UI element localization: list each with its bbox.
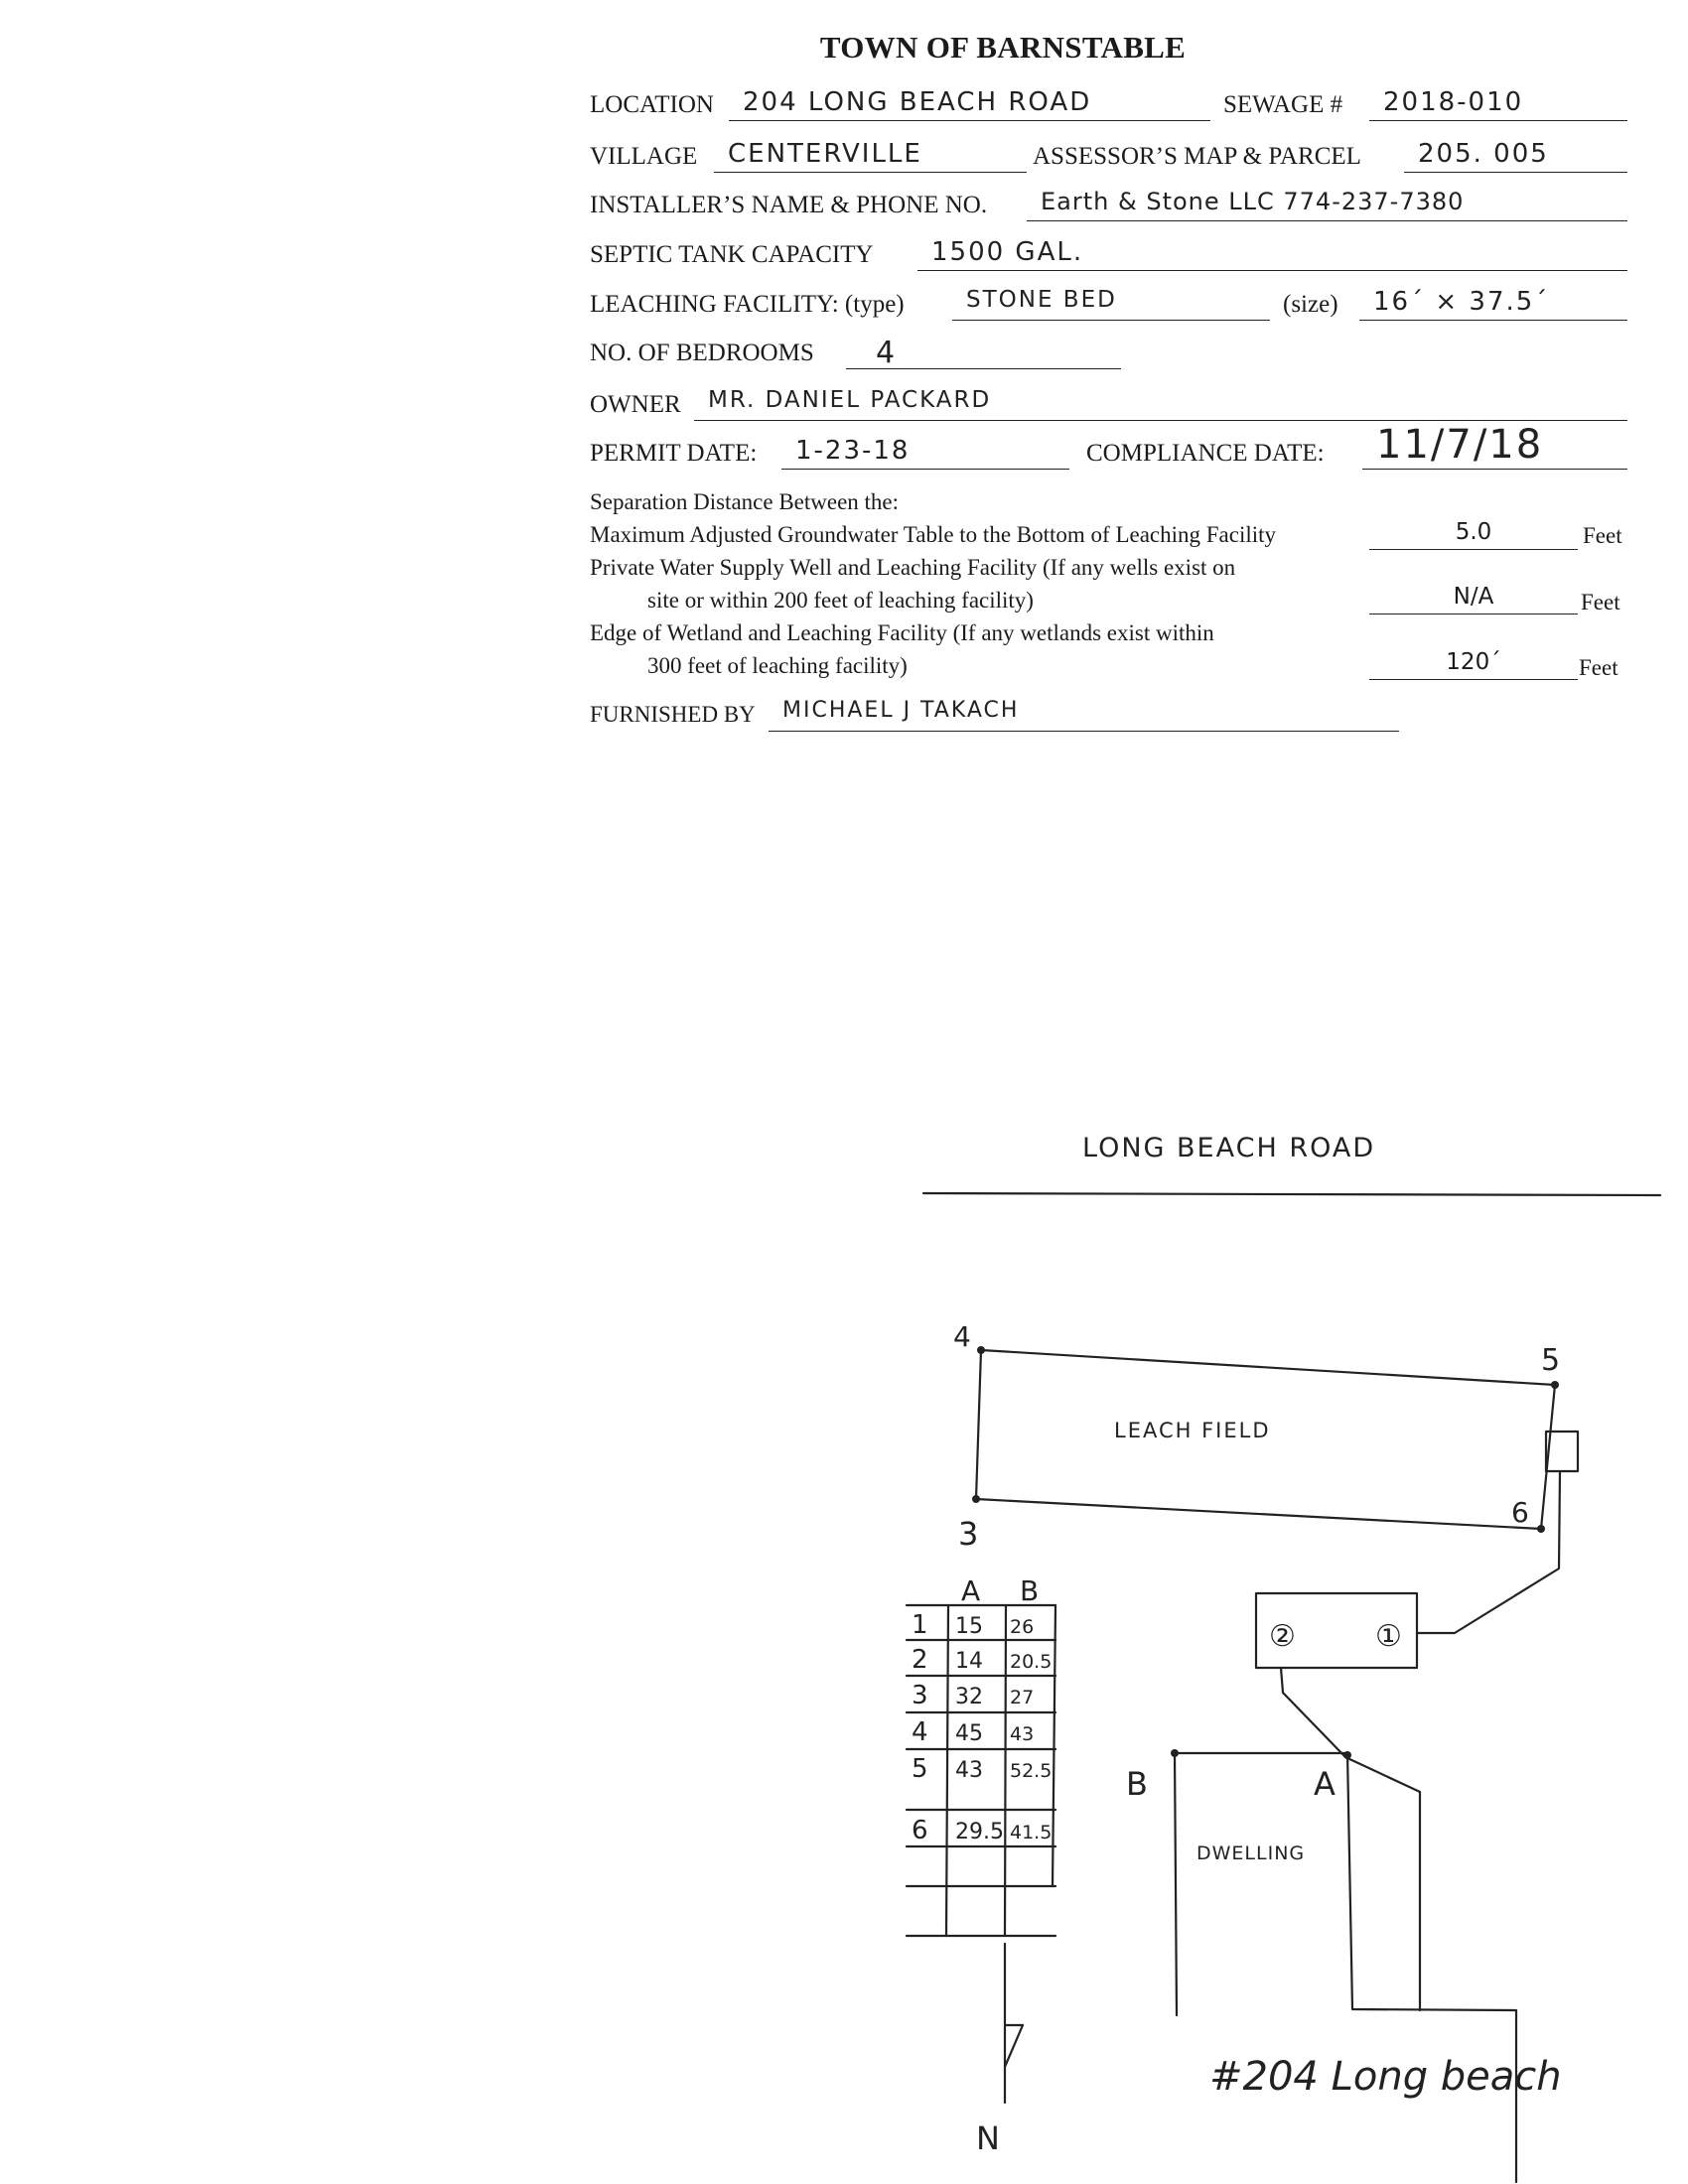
sep3-field: 120´ xyxy=(1369,649,1578,680)
location-label: LOCATION xyxy=(590,91,714,118)
sep3-label-a: Edge of Wetland and Leaching Facility (If any wetlands exist within xyxy=(590,620,1214,645)
sep3-label-b: 300 feet of leaching facility) xyxy=(647,653,908,678)
table-cell-n: 2 xyxy=(912,1645,928,1675)
compliance-label: COMPLIANCE DATE: xyxy=(1086,440,1325,467)
separation-heading: Separation Distance Between the: xyxy=(590,489,900,514)
village-label: VILLAGE xyxy=(590,143,698,170)
bedrooms-field: 4 xyxy=(846,336,1121,369)
table-cell-a: 43 xyxy=(955,1758,983,1783)
owner-label: OWNER xyxy=(590,391,681,418)
table-cell-n: 3 xyxy=(912,1681,928,1710)
leach-corner-5-label: 5 xyxy=(1541,1343,1561,1378)
table-cell-b: 41.5 xyxy=(1010,1822,1053,1843)
table-cell-n: 6 xyxy=(912,1816,928,1845)
road-label: LONG BEACH ROAD xyxy=(1082,1133,1376,1163)
map-parcel-field: 205. 005 xyxy=(1404,139,1627,173)
tank-label: SEPTIC TANK CAPACITY xyxy=(590,241,874,268)
table-cell-b: 43 xyxy=(1010,1723,1035,1745)
sep2-field: N/A xyxy=(1369,584,1578,614)
owner-field: MR. DANIEL PACKARD xyxy=(694,387,1627,421)
leach-corner-4-label: 4 xyxy=(953,1320,971,1353)
north-arrow xyxy=(1005,1944,1023,2103)
dwelling-label: DWELLING xyxy=(1196,1843,1306,1864)
sep2-label-b: site or within 200 feet of leaching facility) xyxy=(647,588,1034,613)
leach-field-label: LEACH FIELD xyxy=(1114,1419,1271,1442)
tank-inlet-mark: ① xyxy=(1375,1619,1402,1654)
pipe-dbox-tank xyxy=(1417,1471,1560,1633)
size-field: 16´ × 37.5´ xyxy=(1359,287,1627,321)
tank-field: 1500 GAL. xyxy=(917,237,1627,271)
furnished-label: FURNISHED BY xyxy=(590,702,756,727)
table-cell-a: 15 xyxy=(955,1614,983,1639)
leaching-type-field: STONE BED xyxy=(952,287,1270,321)
map-parcel-label: ASSESSOR’S MAP & PARCEL xyxy=(1033,143,1361,170)
dwelling-corner-a-label: A xyxy=(1314,1765,1336,1803)
table-cell-n: 5 xyxy=(912,1754,928,1784)
table-cell-a: 45 xyxy=(955,1721,983,1746)
leach-corner-4-point xyxy=(977,1346,985,1354)
bedrooms-label: NO. OF BEDROOMS xyxy=(590,340,814,366)
compliance-field: 11/7/18 xyxy=(1362,422,1627,470)
sep2-feet: Feet xyxy=(1581,590,1620,614)
table-cell-b: 27 xyxy=(1010,1687,1035,1708)
furnished-field: MICHAEL J TAKACH xyxy=(769,698,1399,732)
table-cell-n: 4 xyxy=(912,1717,928,1747)
installer-field: Earth & Stone LLC 774-237-7380 xyxy=(1027,188,1627,221)
table-header-a: A xyxy=(961,1574,981,1607)
sewage-field: 2018-010 xyxy=(1369,87,1627,121)
table-header-b: B xyxy=(1020,1574,1040,1607)
leach-corner-5-point xyxy=(1551,1381,1559,1389)
permit-label: PERMIT DATE: xyxy=(590,440,758,467)
tank-outlet-mark: ② xyxy=(1269,1619,1296,1654)
sketch-caption: #204 Long beach xyxy=(1209,2054,1562,2100)
dwelling-corner-a-point xyxy=(1343,1751,1351,1759)
dwelling-corner-b-label: B xyxy=(1126,1765,1148,1803)
sep2-label-a: Private Water Supply Well and Leaching Facility (If any wells exist on xyxy=(590,555,1236,580)
location-field: 204 LONG BEACH ROAD xyxy=(729,87,1210,121)
table-cell-b: 52.5 xyxy=(1010,1760,1053,1782)
table-cell-b: 26 xyxy=(1010,1616,1035,1638)
village-field: CENTERVILLE xyxy=(714,139,1027,173)
table-cell-a: 32 xyxy=(955,1685,983,1709)
sep1-label: Maximum Adjusted Groundwater Table to the Bottom of Leaching Facility xyxy=(590,522,1277,547)
sep1-field: 5.0 xyxy=(1369,519,1578,550)
sep3-feet: Feet xyxy=(1579,655,1618,680)
leach-corner-6-point xyxy=(1537,1525,1545,1533)
installer-label: INSTALLER’S NAME & PHONE NO. xyxy=(590,192,988,218)
dwelling-corner-b-point xyxy=(1171,1749,1179,1757)
north-label: N xyxy=(976,2119,1000,2157)
leach-corner-3-point xyxy=(972,1495,980,1503)
dwelling-outline xyxy=(1175,1753,1516,2182)
leach-corner-3-label: 3 xyxy=(958,1515,979,1553)
table-cell-b: 20.5 xyxy=(1010,1651,1053,1673)
table-cell-a: 14 xyxy=(955,1649,983,1674)
sewage-label: SEWAGE # xyxy=(1223,91,1343,118)
form-title: TOWN OF BARNSTABLE xyxy=(819,30,1187,65)
permit-field: 1-23-18 xyxy=(781,436,1069,470)
sep1-feet: Feet xyxy=(1583,523,1622,548)
size-label: (size) xyxy=(1283,291,1338,318)
table-cell-n: 1 xyxy=(912,1610,928,1640)
table-cell-a: 29.5 xyxy=(955,1820,1004,1844)
road-line xyxy=(923,1193,1660,1195)
leach-corner-6-label: 6 xyxy=(1511,1496,1529,1529)
leaching-label: LEACHING FACILITY: (type) xyxy=(590,291,905,318)
